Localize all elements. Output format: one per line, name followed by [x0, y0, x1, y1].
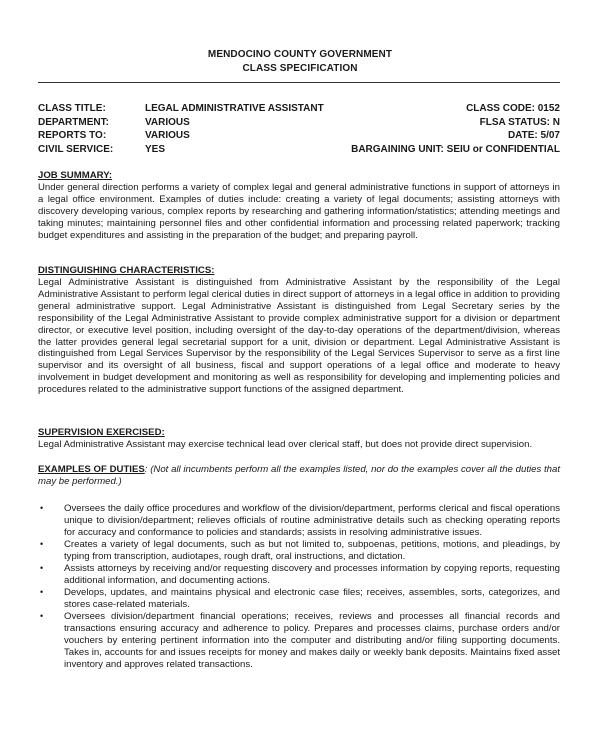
meta-value: YES — [145, 143, 166, 155]
distinguishing-text: Legal Administrative Assistant is distinguished from Administrative Assistant by the responsibility of the Legal Administrative Assistant to perform legal clerical duties in direct support of attorneys in a legal office in addition to providing general administrative support. Legal Administrative Assistant is distinguished from Legal Secretary series by the responsibility of the Legal Administrative Assistant to provide complex administrative support for a division or department director, or executive level position, including oversight of the day-to-day operations of the department/division, whereas the latter provides general legal secretarial support for a unit, division or department. Legal Administrative Assistant is distinguished from Legal Services Supervisor by the responsibility of the Legal Services Supervisor to serve as a first line supervisor and its oversight of all business, fiscal and support operations of a legal office and moderate to heavy involvement in budget development and monitoring as well as responsibility for developing and implementing policies and procedures related to the administrative support functions of the assigned department. — [38, 277, 560, 396]
meta-value: LEGAL ADMINISTRATIVE ASSISTANT — [145, 103, 324, 114]
examples-title: EXAMPLES OF DUTIES — [38, 464, 145, 475]
meta-right: DATE: 5/07 — [507, 130, 560, 142]
duty-text: Assists attorneys by receiving and/or requesting discovery and processes information by copying reports, requesting additional information, and documenting actions. — [64, 562, 560, 586]
examples-heading — [38, 464, 560, 488]
duty-text: Oversees the daily office procedures and workflow of the division/department, performs clerical and fiscal operations unique to division/department; relieves officials of routine administrative details such as checking operating reports for accuracy and conformance to policies and standards; assists in resolving administrative issues. — [64, 503, 560, 538]
duty-text: Develops, updates, and maintains physical and electronic case files; receives, assembles, sorts, categorizes, and stores case-related materials. — [64, 586, 560, 610]
meta-row-class-title — [38, 102, 560, 116]
meta-value: VARIOUS — [145, 116, 190, 128]
meta-right: FLSA STATUS: N — [479, 116, 560, 128]
meta-label: DEPARTMENT: — [38, 116, 109, 128]
doc-type-title: CLASS SPECIFICATION — [242, 63, 358, 74]
bullet-icon: • — [40, 586, 44, 597]
examples-note: : (Not all incumbents perform all the examples listed, nor do the examples cover all the duties that may be performed.) — [38, 464, 560, 487]
duty-item — [38, 563, 560, 587]
class-meta-block — [38, 102, 560, 156]
meta-label: REPORTS TO: — [38, 130, 107, 142]
distinguishing-heading: DISTINGUISHING CHARACTERISTICS: — [38, 265, 215, 276]
meta-right: BARGAINING UNIT: SEIU or CONFIDENTIAL — [351, 143, 560, 155]
meta-label: CLASS TITLE: — [38, 103, 106, 114]
meta-label: CIVIL SERVICE: — [38, 143, 114, 155]
meta-row-department — [38, 116, 560, 130]
duty-item — [38, 539, 560, 563]
duties-list — [38, 503, 560, 671]
bullet-icon: • — [40, 610, 44, 621]
org-title: MENDOCINO COUNTY GOVERNMENT — [207, 49, 393, 60]
meta-right: CLASS CODE: 0152 — [466, 103, 560, 114]
duty-item — [38, 587, 560, 611]
duty-text: Creates a variety of legal documents, such as but not limited to, subpoenas, petitions, motions, and pleadings, by typing from transcription, audiotapes, rough draft, oral instructions, and dictation. — [64, 538, 560, 562]
duty-text: Oversees division/department financial operations; receives, reviews and processes all financial records and transactions ensuring accuracy and adherence to policy. Prepares and processes claims, purchase orders and/or vouchers by entering pertinent information into the computer and distributing and/or filing supporting documents. Takes in, accounts for and issues receipts for money and makes daily or weekly bank deposits. Maintains fixed asset inventory and approves related transactions. — [64, 610, 560, 670]
supervision-text: Legal Administrative Assistant may exercise technical lead over clerical staff, but does not provide direct supervision. — [38, 439, 533, 450]
meta-row-civil-service — [38, 143, 560, 157]
duty-item — [38, 611, 560, 671]
job-summary-heading: JOB SUMMARY: — [38, 170, 113, 181]
meta-value: VARIOUS — [145, 130, 190, 142]
duty-item — [38, 503, 560, 539]
supervision-heading: SUPERVISION EXERCISED: — [38, 427, 165, 438]
job-summary-text: Under general direction performs a variety of complex legal and general administrative functions in support of attorneys in a legal office environment. Examples of duties include: creating a variety of legal documents; assisting attorneys with discovery developing various, complex reports by researching and gathering information/statistics; attending meetings and taking minutes; maintaining personnel files and other confidential information and processing related paperwork; tracking budget expenditures and assisting in the preparation of the budget; and preparing payroll. — [38, 182, 560, 241]
meta-row-reports-to — [38, 129, 560, 143]
bullet-icon: • — [40, 503, 44, 513]
header-divider — [38, 82, 560, 83]
bullet-icon: • — [40, 562, 44, 573]
bullet-icon: • — [40, 538, 44, 549]
